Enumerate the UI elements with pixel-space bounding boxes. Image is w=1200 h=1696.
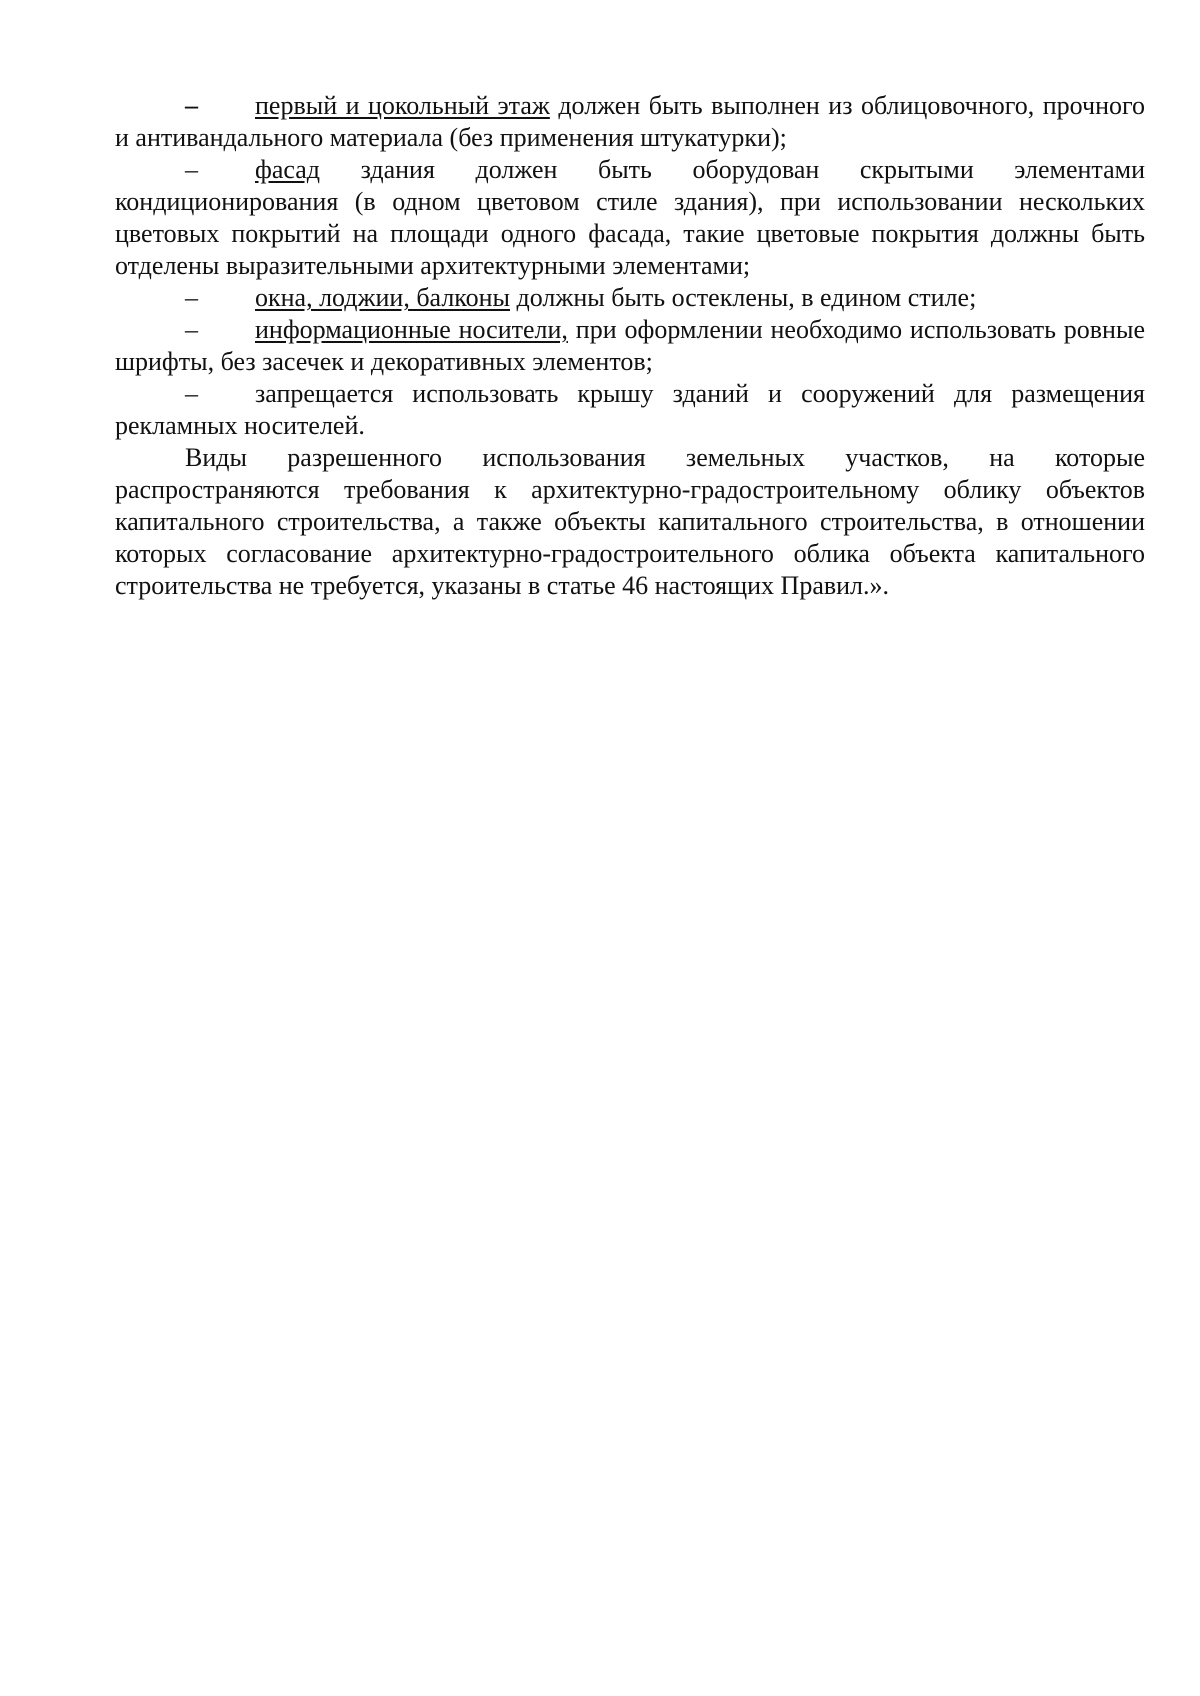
underlined-term: фасад bbox=[255, 155, 321, 184]
underlined-term: первый и цокольный этаж bbox=[255, 91, 550, 120]
document-body bbox=[115, 90, 1145, 602]
underlined-term: окна, лоджии, балконы bbox=[255, 283, 510, 312]
list-dash: – bbox=[185, 283, 198, 312]
list-dash: – bbox=[185, 91, 198, 120]
list-item bbox=[115, 378, 1145, 442]
list-dash: – bbox=[185, 155, 198, 184]
list-dash: – bbox=[185, 315, 198, 344]
list-item-text: здания должен быть оборудован скрытыми элементами кондиционирования (в одном цветовом стиле здания), при использовании нескольких цветовых покрытий на площади одного фасада, такие цветовые покрытия должны быть отделены выразительными архитектурными элементами; bbox=[115, 155, 1145, 280]
closing-paragraph: Виды разрешенного использования земельных участков, на которые распространяются требования к архитектурно-градостроительному облику объектов капитального строительства, а также объекты капитального строительства, в отношении которых согласование архитектурно-градостроительного облика объекта капитального строительства не требуется, указаны в статье 46 настоящих Правил.». bbox=[115, 443, 1145, 600]
list-item bbox=[115, 90, 1145, 154]
list-item bbox=[115, 154, 1145, 282]
list-item-text: должны быть остеклены, в едином стиле; bbox=[510, 283, 977, 312]
list-item bbox=[115, 282, 1145, 314]
list-item-text: должен быть выполнен из облицовочного, прочного и антивандального материала (без применения штукатурки); bbox=[115, 91, 1146, 152]
list-dash: – bbox=[185, 379, 198, 408]
underlined-term: информационные носители, bbox=[255, 315, 568, 344]
list-item bbox=[115, 314, 1145, 378]
list-item-text: при оформлении необходимо использовать ровные шрифты, без засечек и декоративных элементов; bbox=[115, 315, 1145, 376]
list-item-text: запрещается использовать крышу зданий и сооружений для размещения рекламных носителей. bbox=[115, 379, 1145, 440]
